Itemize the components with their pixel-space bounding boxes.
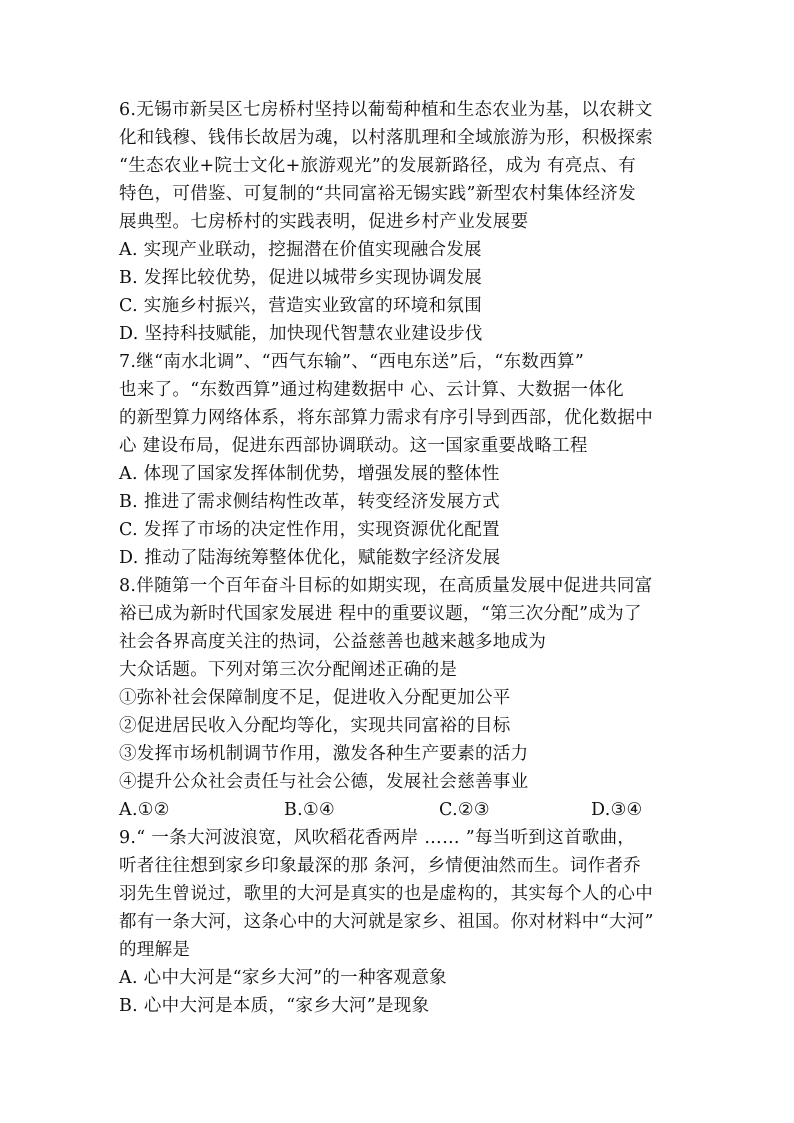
question-stem-line: 展典型。七房桥村的实践表明，促进乡村产业发展要 (119, 212, 529, 232)
question-9 (119, 824, 675, 1020)
option-d: D. 推动了陆海统筹整体优化，赋能数字经济发展 (119, 548, 501, 568)
question-stem-line: 心 建设布局，促进东西部协调联动。这一国家重要战略工程 (119, 436, 588, 456)
option-b: B. 推进了需求侧结构性改革，转变经济发展方式 (119, 492, 500, 512)
question-stem-line: 9.“ 一条大河波浪宽，风吹稻花香两岸 …… ”每当听到这首歌曲， (119, 828, 636, 848)
statement-3: ③发挥市场机制调节作用，激发各种生产要素的活力 (119, 744, 529, 764)
answer-choices (119, 796, 675, 824)
question-stem-line: 裕已成为新时代国家发展进 程中的重要议题，“第三次分配”成为了 (119, 604, 642, 624)
statement-1: ①弥补社会保障制度不足，促进收入分配更加公平 (119, 688, 511, 708)
question-stem-line: 都有一条大河，这条心中的大河就是家乡、祖国。你对材料中“大河” (119, 912, 654, 932)
option-b: B. 发挥比较优势，促进以城带乡实现协调发展 (119, 268, 483, 288)
choice-a: A.①② (119, 800, 170, 820)
option-a: A. 实现产业联动，挖掘潜在价值实现融合发展 (119, 240, 482, 260)
question-stem-line: 的理解是 (119, 940, 191, 960)
question-content (119, 96, 675, 1020)
question-stem-line: 8.伴随第一个百年奋斗目标的如期实现，在高质量发展中促进共同富 (119, 576, 653, 596)
question-8 (119, 572, 675, 824)
option-a: A. 心中大河是“家乡大河”的一种客观意象 (119, 968, 447, 988)
question-stem-line: 7.继“南水北调”、“西气东输”、“西电东送”后，“东数西算” (119, 352, 585, 372)
choice-c: C.②③ (439, 800, 490, 820)
statement-4: ④提升公众社会责任与社会公德，发展社会慈善事业 (119, 772, 529, 792)
question-7 (119, 348, 675, 572)
question-stem-line: 6.无锡市新吴区七房桥村坚持以葡萄种植和生态农业为基，以农耕文 (119, 100, 653, 120)
option-b: B. 心中大河是本质，“家乡大河”是现象 (119, 996, 430, 1016)
question-stem-line: 特色，可借鉴、可复制的“共同富裕无锡实践”新型农村集体经济发 (119, 184, 636, 204)
question-6 (119, 96, 675, 348)
question-stem-line: 也来了。“东数西算”通过构建数据中 心、云计算、大数据一体化 (119, 380, 624, 400)
question-stem-line: 大众话题。下列对第三次分配阐述正确的是 (119, 660, 458, 680)
question-stem-line: 化和钱穆、钱伟长故居为魂，以村落肌理和全域旅游为形，积极探索 (119, 128, 653, 148)
question-stem-line: 听者往往想到家乡印象最深的那 条河，乡情便油然而生。词作者乔 (119, 856, 642, 876)
question-stem-line: 羽先生曾说过，歌里的大河是真实的也是虚构的，其实每个人的心中 (119, 884, 653, 904)
option-a: A. 体现了国家发挥体制优势，增强发展的整体性 (119, 464, 500, 484)
choice-d: D.③④ (591, 800, 643, 820)
option-c: C. 发挥了市场的决定性作用，实现资源优化配置 (119, 520, 500, 540)
option-c: C. 实施乡村振兴，营造实业致富的环境和氛围 (119, 296, 482, 316)
question-stem-line: 的新型算力网络体系，将东部算力需求有序引导到西部，优化数据中 (119, 408, 653, 428)
question-stem-line: “生态农业+院士文化+旅游观光”的发展新路径，成为 有亮点、有 (119, 156, 637, 176)
option-d: D. 坚持科技赋能，加快现代智慧农业建设步伐 (119, 324, 483, 344)
question-stem-line: 社会各界高度关注的热词，公益慈善也越来越多地成为 (119, 632, 547, 652)
statement-2: ②促进居民收入分配均等化，实现共同富裕的目标 (119, 716, 511, 736)
choice-b: B.①④ (284, 800, 335, 820)
